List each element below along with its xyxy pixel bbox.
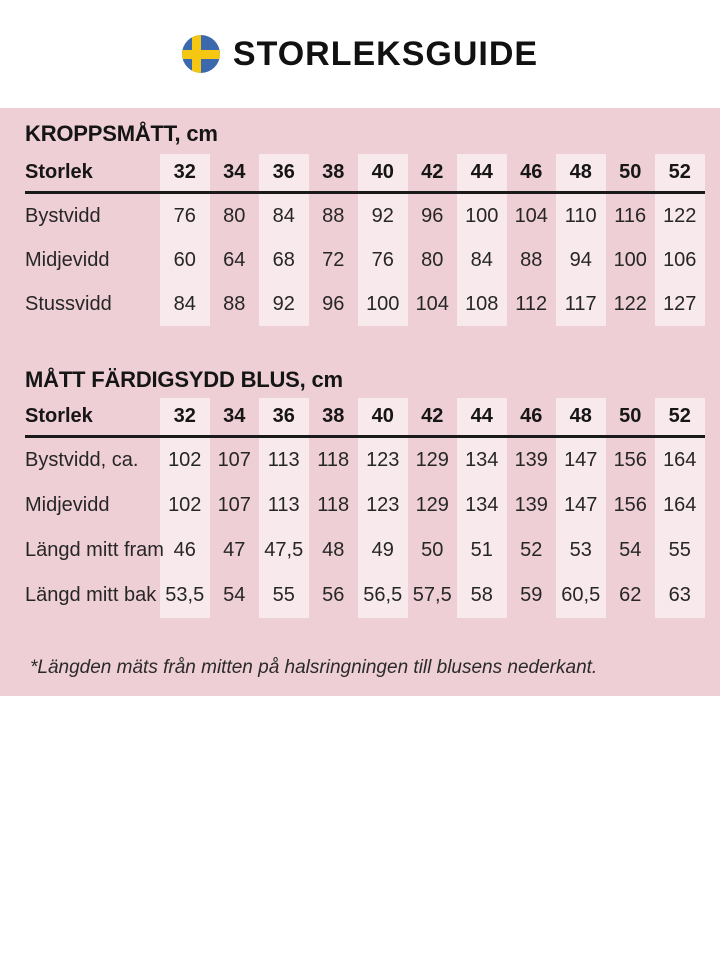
value-cell: 56,5 [363,584,403,606]
value-cell: 100 [613,248,647,271]
value-cell: 88 [520,248,543,271]
value-cell: 56 [322,584,345,606]
value-cell: 48 [322,539,345,561]
garment-measurements-table [25,398,705,618]
size-guide-panel [0,108,720,696]
header [0,0,720,108]
size-cell: 42 [421,405,444,427]
row-label: Bystvidd [25,204,101,227]
size-cell: 50 [619,161,642,183]
value-cell: 47 [223,539,246,561]
value-cell: 164 [663,449,697,471]
row-label: Midjevidd [25,494,110,516]
size-cell: 46 [520,405,543,427]
body-measurements-section [25,120,705,326]
value-cell: 122 [613,292,647,315]
size-cell: 40 [371,161,394,183]
value-cell: 92 [371,204,394,227]
size-cell: 52 [668,405,691,427]
value-cell: 60 [173,248,196,271]
value-cell: 107 [217,494,251,516]
size-cell: 38 [322,161,345,183]
sweden-flag-icon [182,35,220,73]
size-header-row [25,398,705,435]
value-cell: 102 [168,494,202,516]
value-cell: 72 [322,248,345,271]
value-cell: 53,5 [165,584,205,606]
value-cell: 100 [465,204,499,227]
size-cell: 40 [371,405,394,427]
garment-measurements-section [25,366,705,618]
value-cell: 139 [514,449,548,471]
value-cell: 64 [223,248,246,271]
value-cell: 80 [421,248,444,271]
row-label: Storlek [25,161,93,183]
value-cell: 147 [564,449,598,471]
table-row [25,528,705,573]
value-cell: 63 [668,584,691,606]
size-cell: 32 [173,161,196,183]
value-cell: 76 [371,248,394,271]
value-cell: 106 [663,248,697,271]
value-cell: 58 [470,584,493,606]
value-cell: 156 [613,449,647,471]
value-cell: 84 [470,248,493,271]
value-cell: 117 [564,292,597,315]
size-cell: 38 [322,405,345,427]
value-cell: 129 [415,494,449,516]
size-cell: 52 [668,161,691,183]
table-row [25,194,705,238]
size-cell: 48 [569,161,592,183]
value-cell: 62 [619,584,642,606]
value-cell: 123 [366,449,400,471]
body-measurements-table [25,154,705,326]
size-cell: 36 [272,405,295,427]
value-cell: 116 [614,204,647,227]
value-cell: 57,5 [412,584,452,606]
value-cell: 134 [465,449,499,471]
row-label: Stussvidd [25,292,112,315]
value-cell: 123 [366,494,400,516]
row-label: Storlek [25,405,93,427]
size-header-row [25,154,705,191]
value-cell: 80 [223,204,246,227]
value-cell: 51 [470,539,493,561]
value-cell: 84 [173,292,196,315]
body-measurements-heading: KROPPSMÅTT, cm [25,121,218,146]
value-cell: 110 [564,204,597,227]
value-cell: 92 [272,292,295,315]
size-cell: 44 [470,161,493,183]
value-cell: 139 [514,494,548,516]
value-cell: 104 [415,292,449,315]
value-cell: 107 [217,449,251,471]
value-cell: 59 [520,584,543,606]
value-cell: 113 [267,449,300,471]
row-label: Längd mitt bak [25,584,157,606]
size-cell: 50 [619,405,642,427]
garment-measurements-heading: MÅTT FÄRDIGSYDD BLUS, cm [25,367,343,392]
value-cell: 118 [317,494,350,516]
table-row [25,573,705,618]
size-cell: 34 [223,161,246,183]
value-cell: 94 [569,248,592,271]
table-row [25,438,705,483]
value-cell: 53 [569,539,592,561]
value-cell: 96 [322,292,345,315]
value-cell: 164 [663,494,697,516]
row-label: Midjevidd [25,248,110,271]
value-cell: 68 [272,248,295,271]
value-cell: 50 [421,539,444,561]
table-row [25,483,705,528]
size-cell: 42 [421,161,444,183]
value-cell: 55 [272,584,295,606]
row-label: Bystvidd, ca. [25,449,139,471]
flag-cross-horizontal [182,50,220,59]
value-cell: 54 [223,584,246,606]
value-cell: 127 [663,292,697,315]
size-cell: 36 [272,161,295,183]
table-row [25,238,705,282]
value-cell: 47,5 [264,539,304,561]
value-cell: 88 [322,204,345,227]
value-cell: 54 [619,539,642,561]
row-label: Längd mitt fram [25,539,164,561]
value-cell: 129 [415,449,449,471]
value-cell: 102 [168,449,202,471]
page-title: STORLEKSGUIDE [232,35,539,73]
value-cell: 96 [421,204,444,227]
size-cell: 32 [173,405,196,427]
value-cell: 147 [564,494,598,516]
value-cell: 46 [173,539,196,561]
value-cell: 104 [514,204,548,227]
value-cell: 118 [317,449,350,471]
value-cell: 100 [366,292,400,315]
flag-cross-vertical [192,35,201,73]
value-cell: 60,5 [561,584,601,606]
table-row [25,282,705,326]
value-cell: 156 [613,494,647,516]
value-cell: 49 [371,539,394,561]
value-cell: 88 [223,292,246,315]
value-cell: 113 [267,494,300,516]
size-cell: 34 [223,405,246,427]
value-cell: 108 [465,292,499,315]
value-cell: 76 [173,204,196,227]
value-cell: 134 [465,494,499,516]
footnote: *Längden mäts från mitten på halsringningen till blusens nederkant. [30,657,598,678]
value-cell: 112 [515,292,548,315]
value-cell: 52 [520,539,543,561]
value-cell: 55 [668,539,691,561]
size-cell: 46 [520,161,543,183]
size-cell: 44 [470,405,493,427]
value-cell: 122 [663,204,697,227]
size-cell: 48 [569,405,592,427]
value-cell: 84 [272,204,295,227]
